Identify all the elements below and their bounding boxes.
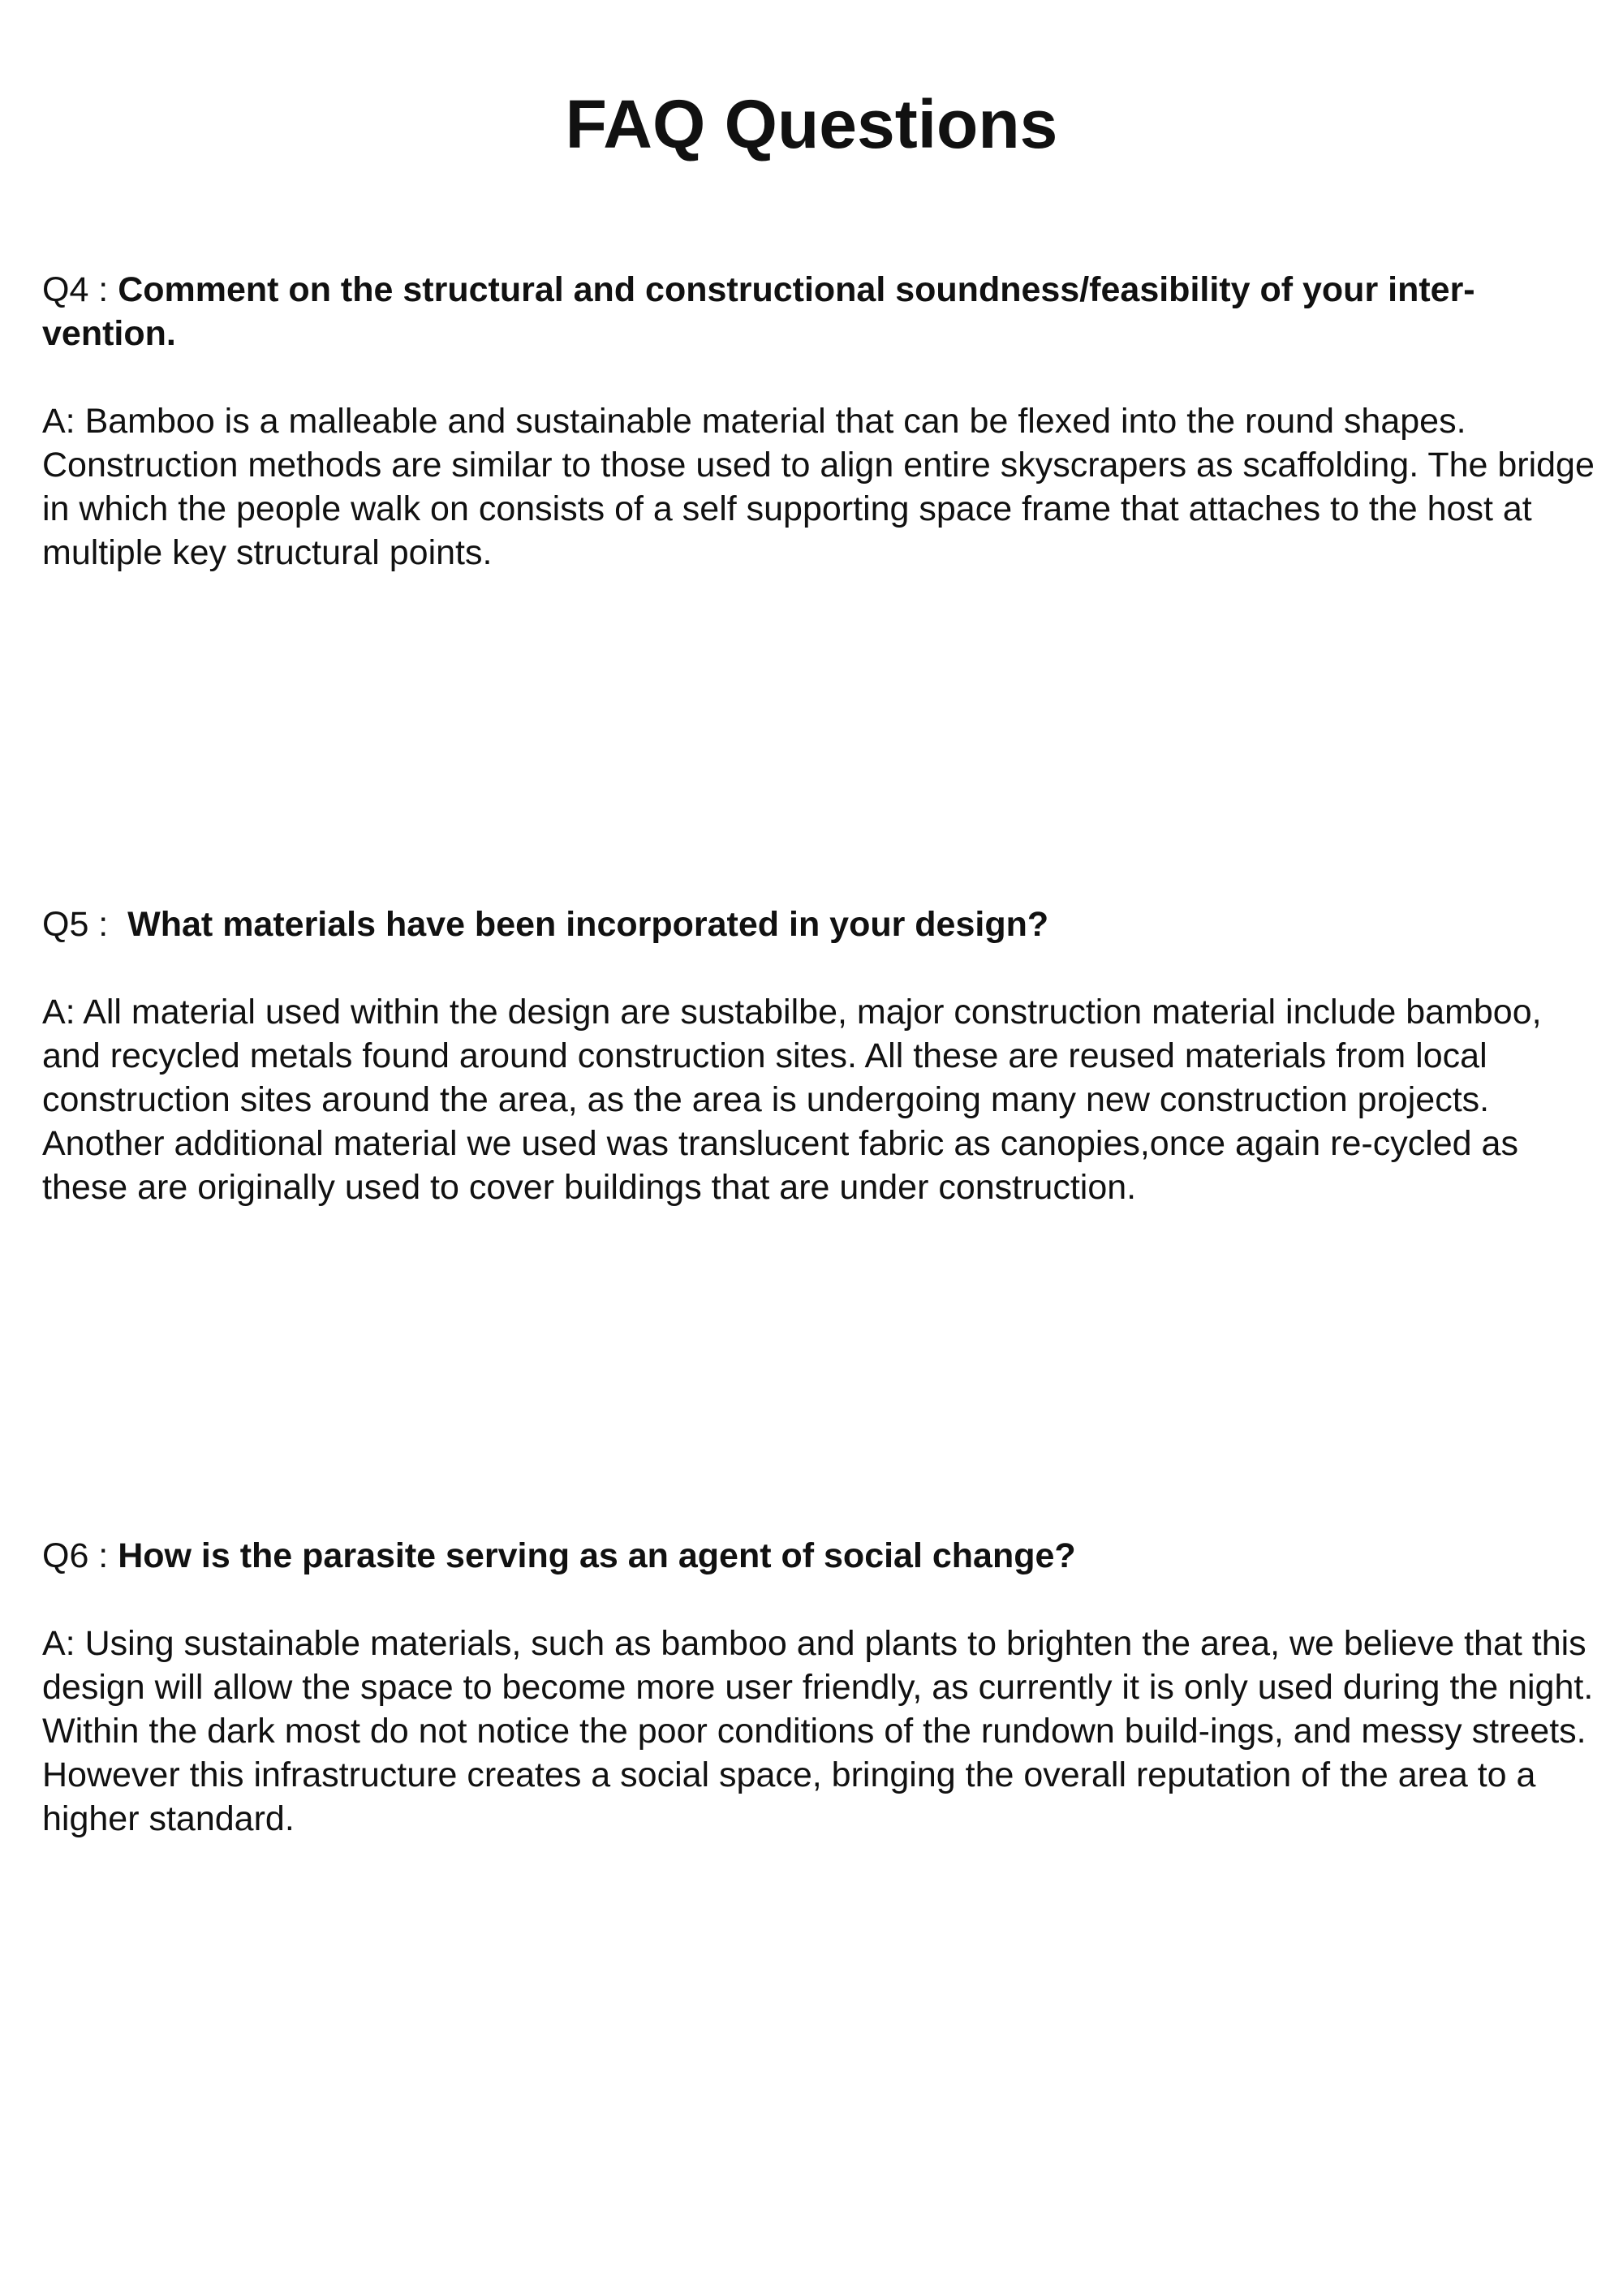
faq-item-q5 bbox=[42, 902, 1600, 1209]
question bbox=[42, 902, 1600, 946]
question-text: Comment on the structural and constructional soundness/feasibility of your inter-vention. bbox=[42, 270, 1475, 353]
question-label: Q5 : bbox=[42, 905, 128, 944]
question bbox=[42, 268, 1600, 355]
page-title: FAQ Questions bbox=[565, 86, 1058, 162]
answer-text: A: Using sustainable materials, such as bamboo and plants to brighten the area, we believe that this design will allow the space to become more user friendly, as currently it is only used during the night. Within the dark most do not notice the poor conditions of the rundown build-ings, and messy streets. However this infrastructure creates a social space, bringing the overall reputation of the area to a higher standard. bbox=[42, 1624, 1594, 1838]
faq-item-q6 bbox=[42, 1534, 1600, 1841]
question-label: Q4 : bbox=[42, 270, 118, 309]
question-label: Q6 : bbox=[42, 1536, 118, 1575]
answer-text: A: All material used within the design are sustabilbe, major construction material include bamboo, and recycled metals found around construction sites. All these are reused materials from local construction sites around the area, as the area is undergoing many new construction projects. Another additional material we used was translucent fabric as canopies,once again re-cycled as these are originally used to cover buildings that are under construction. bbox=[42, 993, 1542, 1207]
question-text: What materials have been incorporated in your design? bbox=[127, 905, 1049, 944]
answer-text: A: Bamboo is a malleable and sustainable material that can be flexed into the round shapes. Construction methods are similar to those used to align entire skyscrapers as scaffolding. The bridge in which the people walk on consists of a self supporting space frame that attaches to the host at multiple key structural points. bbox=[42, 402, 1595, 572]
question-text: How is the parasite serving as an agent of social change? bbox=[118, 1536, 1076, 1575]
faq-item-q4 bbox=[42, 268, 1600, 575]
question bbox=[42, 1534, 1600, 1578]
